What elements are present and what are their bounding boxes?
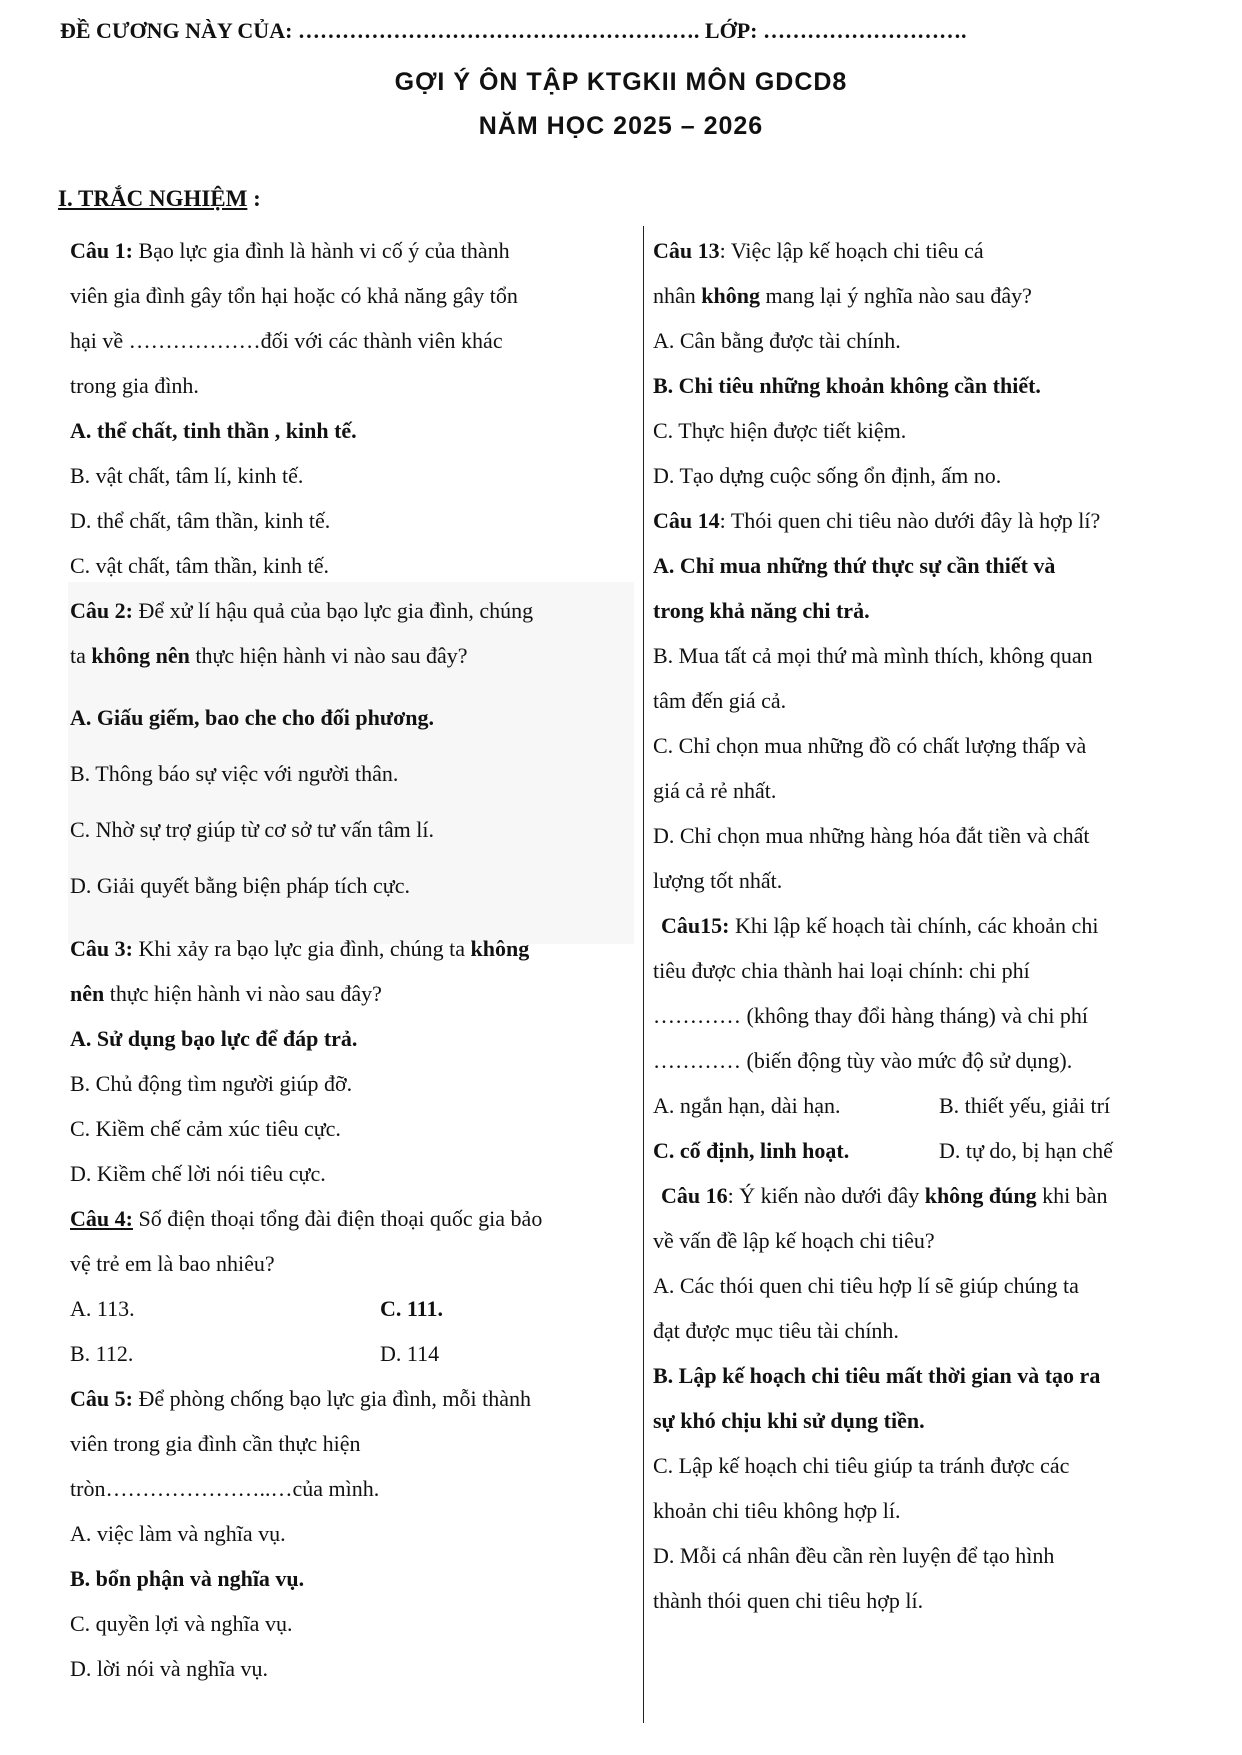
question-text: nên thực hiện hành vi nào sau đây? xyxy=(70,981,382,1006)
answer-option: B. thiết yếu, giải trí xyxy=(939,1093,1111,1118)
answer-correct: B. Chi tiêu những khoản không cần thiết. xyxy=(653,373,1041,398)
answer-option: B. 112. xyxy=(70,1341,134,1366)
answer-correct: B. bổn phận và nghĩa vụ. xyxy=(70,1566,305,1591)
answer-option: D. Giải quyết bằng biện pháp tích cực. xyxy=(70,873,410,898)
answer-row xyxy=(653,1083,1213,1128)
question-text: trong gia đình. xyxy=(70,373,199,398)
answer-option: A. Các thói quen chi tiêu hợp lí sẽ giúp chúng ta xyxy=(653,1273,1079,1298)
question-text: nhân không mang lại ý nghĩa nào sau đây? xyxy=(653,283,1032,308)
answer-option: D. Mỗi cá nhân đều cần rèn luyện để tạo hình xyxy=(653,1543,1055,1568)
question-text: viên gia đình gây tổn hại hoặc có khả năng gây tổn xyxy=(70,283,518,308)
question-15: Câu15: Khi lập kế hoạch tài chính, các khoản chi xyxy=(661,913,1099,938)
answer-option: D. 114 xyxy=(380,1341,440,1366)
answer-option: D. Chỉ chọn mua những hàng hóa đắt tiền và chất xyxy=(653,823,1090,848)
page-subtitle: NĂM HỌC 2025 – 2026 xyxy=(478,112,764,140)
question-16: Câu 16: Ý kiến nào dưới đây không đúng khi bàn xyxy=(661,1183,1108,1208)
question-14: Câu 14: Thói quen chi tiêu nào dưới đây là hợp lí? xyxy=(653,508,1101,533)
answer-option: D. Kiềm chế lời nói tiêu cực. xyxy=(70,1161,326,1186)
answer-option: C. vật chất, tâm thần, kinh tế. xyxy=(70,553,330,578)
owner-blank: ………………………………………………. xyxy=(297,18,700,43)
answer-option: A. việc làm và nghĩa vụ. xyxy=(70,1521,286,1546)
question-text: về vấn đề lập kế hoạch chi tiêu? xyxy=(653,1228,935,1253)
class-blank: ………………………. xyxy=(762,18,967,43)
answer-option: C. Thực hiện được tiết kiệm. xyxy=(653,418,907,443)
class-label: LỚP: xyxy=(704,18,758,43)
page-title: GỢI Ý ÔN TẬP KTGKII MÔN GDCD8 xyxy=(394,68,848,96)
owner-label: ĐỀ CƯƠNG NÀY CỦA: xyxy=(60,18,293,43)
question-text: ………… (không thay đổi hàng tháng) và chi phí xyxy=(653,1003,1089,1028)
section-heading: I. TRẮC NGHIỆM : xyxy=(58,186,261,211)
answer-correct: A. thể chất, tinh thần , kinh tế. xyxy=(70,418,357,443)
answer-correct: A. Chỉ mua những thứ thực sự cần thiết và xyxy=(653,553,1056,578)
question-2: Câu 2: Để xử lí hậu quả của bạo lực gia đình, chúng xyxy=(70,598,534,623)
question-13: Câu 13: Việc lập kế hoạch chi tiêu cá xyxy=(653,238,984,263)
answer-correct: A. Giấu giếm, bao che cho đối phương. xyxy=(70,705,434,730)
answer-option: A. 113. xyxy=(70,1296,135,1321)
question-text: tiêu được chia thành hai loại chính: chi phí xyxy=(653,958,1030,983)
answer-correct: C. 111. xyxy=(380,1296,443,1321)
answer-option-cont: đạt được mục tiêu tài chính. xyxy=(653,1318,899,1343)
answer-option: D. tự do, bị hạn chế xyxy=(939,1138,1113,1163)
question-1: Câu 1: Bạo lực gia đình là hành vi cố ý của thành xyxy=(70,238,510,263)
right-column xyxy=(653,228,1213,1623)
question-text: vệ trẻ em là bao nhiêu? xyxy=(70,1251,275,1276)
answer-option: C. Lập kế hoạch chi tiêu giúp ta tránh được các xyxy=(653,1453,1070,1478)
question-3: Câu 3: Khi xảy ra bạo lực gia đình, chúng ta không xyxy=(70,936,530,961)
answer-option: A. ngắn hạn, dài hạn. xyxy=(653,1093,841,1118)
answer-correct: B. Lập kế hoạch chi tiêu mất thời gian và tạo ra xyxy=(653,1363,1101,1388)
answer-option-cont: lượng tốt nhất. xyxy=(653,868,783,893)
answer-option: C. Nhờ sự trợ giúp từ cơ sở tư vấn tâm lí. xyxy=(70,817,435,842)
question-4: Câu 4: Số điện thoại tổng đài điện thoại quốc gia bảo xyxy=(70,1206,543,1231)
left-column xyxy=(70,228,640,1691)
question-text: hại về ………………đối với các thành viên khác xyxy=(70,328,503,353)
answer-option: C. quyền lợi và nghĩa vụ. xyxy=(70,1611,293,1636)
answer-option: B. Mua tất cả mọi thứ mà mình thích, không quan xyxy=(653,643,1093,668)
answer-correct-cont: sự khó chịu khi sử dụng tiền. xyxy=(653,1408,925,1433)
answer-option: D. lời nói và nghĩa vụ. xyxy=(70,1656,268,1681)
question-5: Câu 5: Để phòng chống bạo lực gia đình, mỗi thành xyxy=(70,1386,532,1411)
answer-option-cont: giá cả rẻ nhất. xyxy=(653,778,777,803)
answer-option: D. Tạo dựng cuộc sống ổn định, ấm no. xyxy=(653,463,1002,488)
question-text: viên trong gia đình cần thực hiện xyxy=(70,1431,361,1456)
question-text: tròn…………………..…của mình. xyxy=(70,1476,380,1501)
answer-option: B. Thông báo sự việc với người thân. xyxy=(70,761,399,786)
document-header xyxy=(60,18,966,44)
answer-option: B. vật chất, tâm lí, kinh tế. xyxy=(70,463,304,488)
answer-correct: A. Sử dụng bạo lực để đáp trả. xyxy=(70,1026,358,1051)
answer-option-cont: khoản chi tiêu không hợp lí. xyxy=(653,1498,901,1523)
answer-option-cont: thành thói quen chi tiêu hợp lí. xyxy=(653,1588,924,1613)
question-text: ………… (biến động tùy vào mức độ sử dụng). xyxy=(653,1048,1073,1073)
answer-option: C. Chỉ chọn mua những đồ có chất lượng thấp và xyxy=(653,733,1087,758)
answer-correct: C. cố định, linh hoạt. xyxy=(653,1138,850,1163)
column-divider xyxy=(643,226,644,1723)
answer-row xyxy=(70,1286,640,1331)
answer-correct-cont: trong khả năng chi trả. xyxy=(653,598,870,623)
answer-option: B. Chủ động tìm người giúp đỡ. xyxy=(70,1071,353,1096)
answer-row xyxy=(653,1128,1213,1173)
answer-option: D. thể chất, tâm thần, kinh tế. xyxy=(70,508,331,533)
answer-option: A. Cân bằng được tài chính. xyxy=(653,328,901,353)
answer-option: C. Kiềm chế cảm xúc tiêu cực. xyxy=(70,1116,341,1141)
answer-option-cont: tâm đến giá cả. xyxy=(653,688,787,713)
answer-row xyxy=(70,1331,640,1376)
question-text: ta không nên thực hiện hành vi nào sau đây? xyxy=(70,643,468,668)
